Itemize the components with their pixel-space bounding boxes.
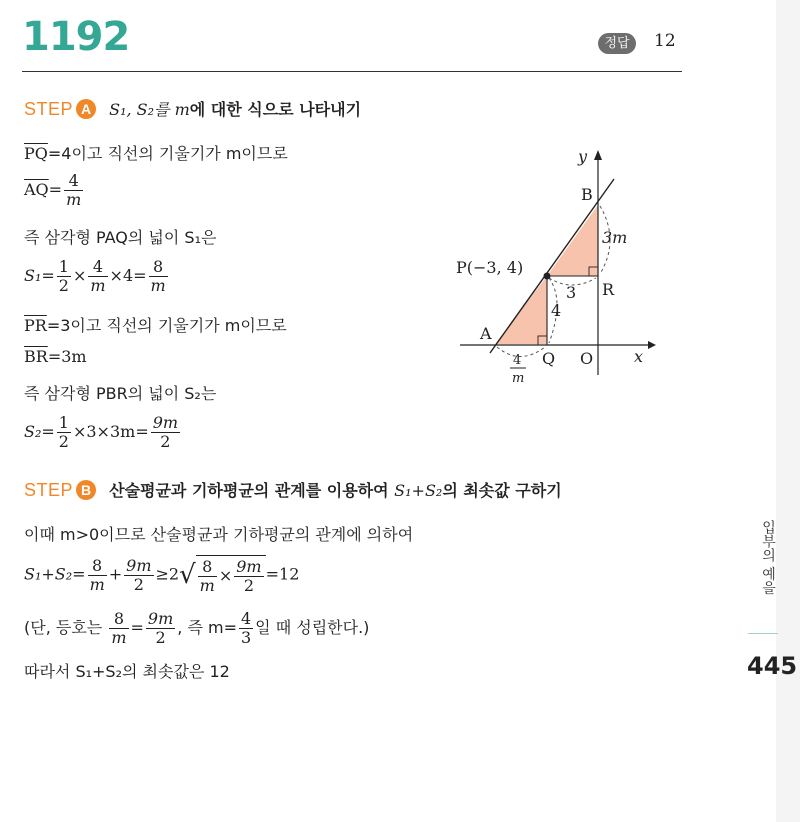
step-b-title-vars: S₁+S₂ <box>394 481 443 500</box>
den: m <box>111 628 127 647</box>
fraction <box>109 610 128 647</box>
problem-number: 1192 <box>22 14 130 60</box>
step-b-badge: B <box>76 480 96 500</box>
op: ×3×3m= <box>72 422 149 441</box>
side-rule <box>748 633 778 634</box>
step-b-line-2 <box>24 555 299 595</box>
step-a-line-7: 즉 삼각형 PBR의 넓이 S₂는 <box>24 384 217 403</box>
y-axis-label: y <box>578 147 588 166</box>
step-a-line-6 <box>24 347 87 366</box>
num: 4 <box>240 609 252 628</box>
label-3m: 3m <box>602 228 628 247</box>
label-4m-den: m <box>512 371 525 386</box>
text: , 즉 m= <box>177 618 237 637</box>
answer-badge: 정답 <box>598 33 636 54</box>
fraction <box>149 258 168 295</box>
label-4m-num: 4 <box>513 353 522 368</box>
op: = <box>130 618 144 637</box>
fraction <box>124 557 153 594</box>
step-a-word: STEP <box>24 99 74 119</box>
num: 9m <box>147 609 174 628</box>
num: 4 <box>64 172 83 191</box>
step-b-line-4: 따라서 S₁+S₂의 최솟값은 12 <box>24 662 230 681</box>
x-axis-label: x <box>634 347 644 366</box>
den: m <box>90 276 106 295</box>
fraction <box>57 414 71 451</box>
fraction <box>88 557 107 594</box>
text: =4이고 직선의 기울기가 m이므로 <box>47 144 288 163</box>
step-b-line-3 <box>24 610 369 647</box>
label-a: A <box>480 324 492 343</box>
fraction <box>64 172 83 209</box>
step-b-word: STEP <box>24 480 74 500</box>
label-4: 4 <box>551 301 562 320</box>
side-tab-text: 입부의 예을 <box>760 520 776 595</box>
op: ×4= <box>109 266 147 285</box>
num: 9m <box>236 557 262 576</box>
lhs: S₁+S₂= <box>24 564 86 584</box>
num: 9m <box>152 413 179 432</box>
fraction <box>198 558 217 595</box>
text: =3이고 직선의 기울기가 m이므로 <box>46 316 287 335</box>
op: + <box>108 564 123 584</box>
text: (단, 등호는 <box>24 618 108 637</box>
label-r: R <box>602 280 615 299</box>
coordinate-diagram <box>450 140 660 390</box>
fraction <box>88 258 107 295</box>
sqrt-radicand <box>196 555 266 595</box>
num: 1 <box>58 413 69 432</box>
den: 2 <box>133 574 144 594</box>
header-divider <box>22 71 682 72</box>
num: 8 <box>198 558 217 577</box>
page-edge <box>776 0 800 822</box>
op: × <box>72 266 87 285</box>
label-b: B <box>581 185 593 204</box>
text: =3m <box>47 347 87 366</box>
y-axis-arrow <box>594 150 602 160</box>
num: 8 <box>88 557 107 576</box>
fraction <box>234 558 263 595</box>
sqrt-sign: √ <box>179 560 196 590</box>
step-b-line-1: 이때 m>0이므로 산술평균과 기하평균의 관계에 의하여 <box>24 525 414 544</box>
den: 2 <box>58 432 69 451</box>
step-b-title-a: 산술평균과 기하평균의 관계를 이용하여 <box>109 481 395 500</box>
den: 2 <box>155 628 166 647</box>
fraction <box>146 610 175 647</box>
num: 9m <box>126 555 152 575</box>
point-p <box>544 273 551 280</box>
step-a-heading <box>24 97 361 120</box>
den: 2 <box>58 276 69 295</box>
page-number: 445 <box>747 652 798 680</box>
x-axis-arrow <box>648 341 656 349</box>
op: =12 <box>265 564 300 584</box>
fraction <box>151 414 180 451</box>
den: 2 <box>160 432 171 451</box>
step-b-heading <box>24 478 562 501</box>
segment-aq: $\overline{AQ}$ <box>24 180 49 199</box>
num: 8 <box>149 258 168 277</box>
text: 일 때 성립한다.) <box>255 618 370 637</box>
op: × <box>218 566 233 585</box>
label-3: 3 <box>566 283 577 302</box>
step-a-line-8 <box>24 414 182 451</box>
answer-value: 12 <box>654 31 676 51</box>
step-a-line-3: 즉 삼각형 PAQ의 넓이 S₁은 <box>24 228 217 247</box>
lhs: S₂= <box>24 422 55 441</box>
step-a-line-2: $\overline{AQ}=$ $\frac{4}{m}$ <box>24 171 82 209</box>
step-a-line-4 <box>24 258 170 295</box>
den: m <box>66 190 82 209</box>
op: ≥2 <box>155 564 180 584</box>
num: 8 <box>109 610 128 629</box>
den: m <box>199 576 215 595</box>
den: 2 <box>243 576 255 595</box>
fraction <box>239 610 253 647</box>
den: m <box>150 276 166 295</box>
segment-pq: $\overline{PQ}$ <box>24 144 48 163</box>
fraction <box>57 258 71 295</box>
step-a-title: 에 대한 식으로 나타내기 <box>189 100 362 119</box>
num: 1 <box>58 257 69 276</box>
triangle-pbr <box>547 205 598 276</box>
label-o: O <box>580 349 594 368</box>
label-q: Q <box>542 349 556 368</box>
step-b-title-b: 의 최솟값 구하기 <box>442 481 562 500</box>
step-a-line-5 <box>24 313 287 336</box>
step-a-line-1 <box>24 141 288 164</box>
segment-pr: $\overline{PR}$ <box>24 316 47 335</box>
den: 3 <box>240 628 252 647</box>
step-a-badge: A <box>76 99 96 119</box>
label-p: P(−3, 4) <box>456 258 524 277</box>
step-a-title-vars: S₁, S₂를 m <box>109 100 190 119</box>
den: m <box>89 574 105 594</box>
num: 4 <box>88 258 107 277</box>
lhs: S₁= <box>24 266 55 285</box>
segment-br: $\overline{BR}$ <box>24 347 48 366</box>
